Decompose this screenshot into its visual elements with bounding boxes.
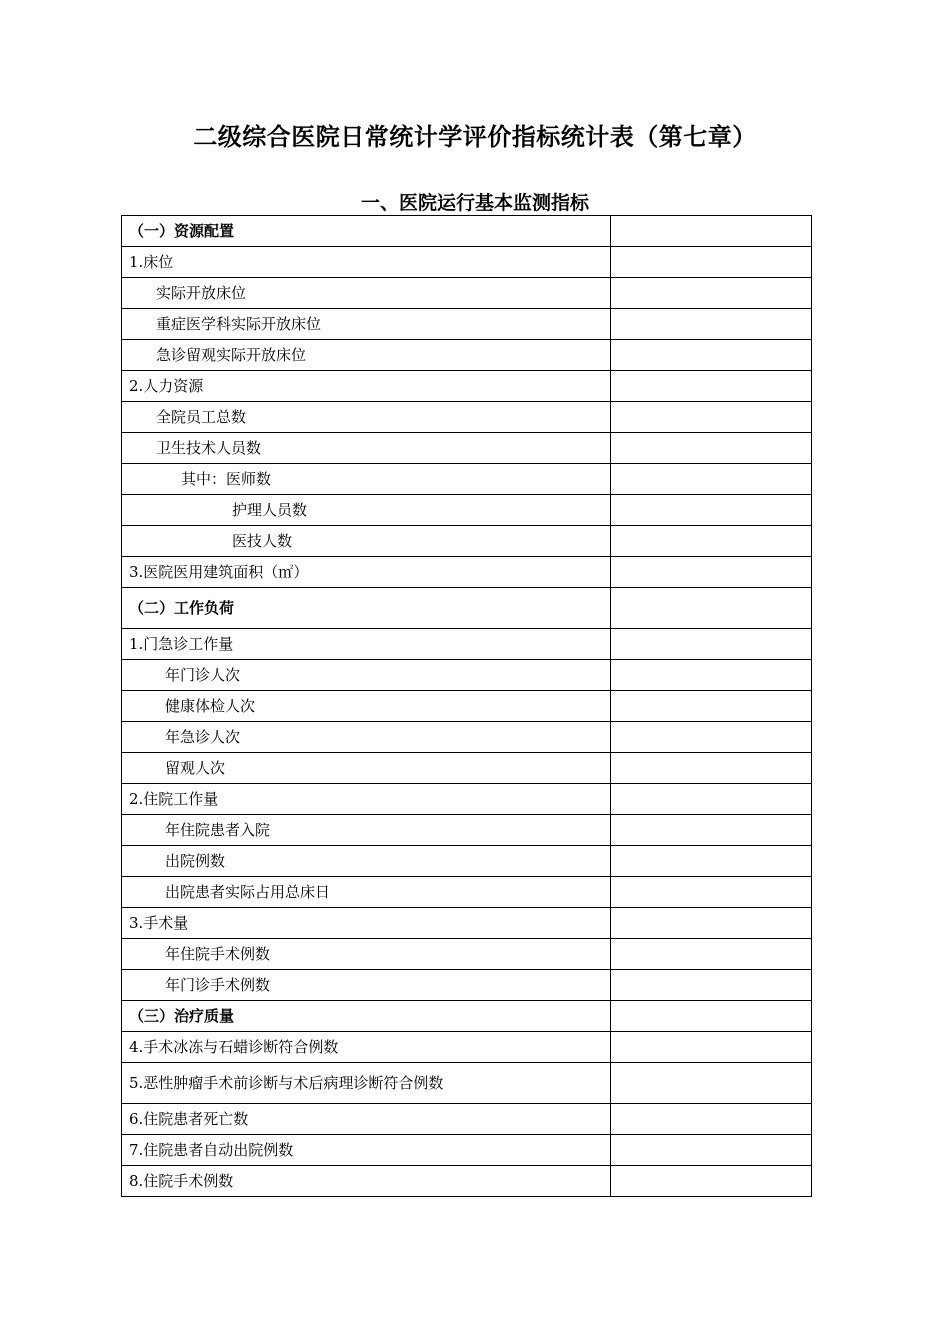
value-cell[interactable] — [611, 1063, 812, 1104]
row-label: 年门诊手术例数 — [122, 970, 611, 1001]
value-cell[interactable] — [611, 877, 812, 908]
row-label: 急诊留观实际开放床位 — [122, 340, 611, 371]
table-row — [122, 1001, 812, 1032]
value-cell[interactable] — [611, 722, 812, 753]
category-label: （三）治疗质量 — [122, 1001, 611, 1032]
row-label: 健康体检人次 — [122, 691, 611, 722]
row-label: 医技人数 — [122, 526, 611, 557]
value-cell[interactable] — [611, 908, 812, 939]
table-row — [122, 464, 812, 495]
row-label: 年住院患者入院 — [122, 815, 611, 846]
row-label: 留观人次 — [122, 753, 611, 784]
table-row — [122, 1063, 812, 1104]
table-row — [122, 691, 812, 722]
table-row — [122, 495, 812, 526]
row-label: 2.人力资源 — [122, 371, 611, 402]
category-label: （一）资源配置 — [122, 216, 611, 247]
table-row — [122, 588, 812, 629]
row-label: 护理人员数 — [122, 495, 611, 526]
table-row — [122, 402, 812, 433]
value-cell[interactable] — [611, 371, 812, 402]
value-cell[interactable] — [611, 970, 812, 1001]
row-label: 全院员工总数 — [122, 402, 611, 433]
value-cell[interactable] — [611, 846, 812, 877]
table-row — [122, 340, 812, 371]
value-cell[interactable] — [611, 309, 812, 340]
row-label: 3.手术量 — [122, 908, 611, 939]
metrics-table — [121, 215, 812, 1197]
section-title: 一、医院运行基本监测指标 — [360, 192, 589, 214]
row-label: 8.住院手术例数 — [122, 1166, 611, 1197]
category-label: （二）工作负荷 — [122, 588, 611, 629]
value-cell[interactable] — [611, 939, 812, 970]
table-row — [122, 278, 812, 309]
row-label: 4.手术冰冻与石蜡诊断符合例数 — [122, 1032, 611, 1063]
table-row — [122, 753, 812, 784]
table-row — [122, 970, 812, 1001]
row-label: 实际开放床位 — [122, 278, 611, 309]
row-label: 年门诊人次 — [122, 660, 611, 691]
table-row — [122, 433, 812, 464]
value-cell[interactable] — [611, 495, 812, 526]
value-cell[interactable] — [611, 464, 812, 495]
row-label: 3.医院医用建筑面积（㎡） — [122, 557, 611, 588]
value-cell[interactable] — [611, 402, 812, 433]
row-label: 6.住院患者死亡数 — [122, 1104, 611, 1135]
value-cell[interactable] — [611, 1135, 812, 1166]
table-row — [122, 877, 812, 908]
row-label: 1.床位 — [122, 247, 611, 278]
table-row — [122, 557, 812, 588]
page-title: 二级综合医院日常统计学评价指标统计表（第七章） — [193, 123, 757, 151]
row-label: 7.住院患者自动出院例数 — [122, 1135, 611, 1166]
value-cell[interactable] — [611, 557, 812, 588]
table-row — [122, 371, 812, 402]
value-cell[interactable] — [611, 588, 812, 629]
value-cell[interactable] — [611, 629, 812, 660]
row-label: 出院患者实际占用总床日 — [122, 877, 611, 908]
row-label: 重症医学科实际开放床位 — [122, 309, 611, 340]
table-row — [122, 660, 812, 691]
value-cell[interactable] — [611, 340, 812, 371]
row-label: 5.恶性肿瘤手术前诊断与术后病理诊断符合例数 — [122, 1063, 611, 1104]
row-label: 卫生技术人员数 — [122, 433, 611, 464]
value-cell[interactable] — [611, 753, 812, 784]
value-cell[interactable] — [611, 1032, 812, 1063]
table-row — [122, 1135, 812, 1166]
row-label: 其中：医师数 — [122, 464, 611, 495]
row-label: 年急诊人次 — [122, 722, 611, 753]
table-row — [122, 1032, 812, 1063]
row-label: 年住院手术例数 — [122, 939, 611, 970]
table-row — [122, 815, 812, 846]
table-row — [122, 247, 812, 278]
value-cell[interactable] — [611, 1001, 812, 1032]
table-row — [122, 722, 812, 753]
table-row — [122, 216, 812, 247]
row-label: 1.门急诊工作量 — [122, 629, 611, 660]
table-row — [122, 846, 812, 877]
table-row — [122, 908, 812, 939]
value-cell[interactable] — [611, 216, 812, 247]
value-cell[interactable] — [611, 784, 812, 815]
value-cell[interactable] — [611, 660, 812, 691]
row-label: 2.住院工作量 — [122, 784, 611, 815]
value-cell[interactable] — [611, 691, 812, 722]
value-cell[interactable] — [611, 526, 812, 557]
table-row — [122, 629, 812, 660]
value-cell[interactable] — [611, 815, 812, 846]
value-cell[interactable] — [611, 1166, 812, 1197]
row-label: 出院例数 — [122, 846, 611, 877]
value-cell[interactable] — [611, 1104, 812, 1135]
table-row — [122, 784, 812, 815]
value-cell[interactable] — [611, 247, 812, 278]
table-row — [122, 1104, 812, 1135]
table-row — [122, 1166, 812, 1197]
table-row — [122, 309, 812, 340]
value-cell[interactable] — [611, 433, 812, 464]
table-row — [122, 939, 812, 970]
value-cell[interactable] — [611, 278, 812, 309]
table-row — [122, 526, 812, 557]
